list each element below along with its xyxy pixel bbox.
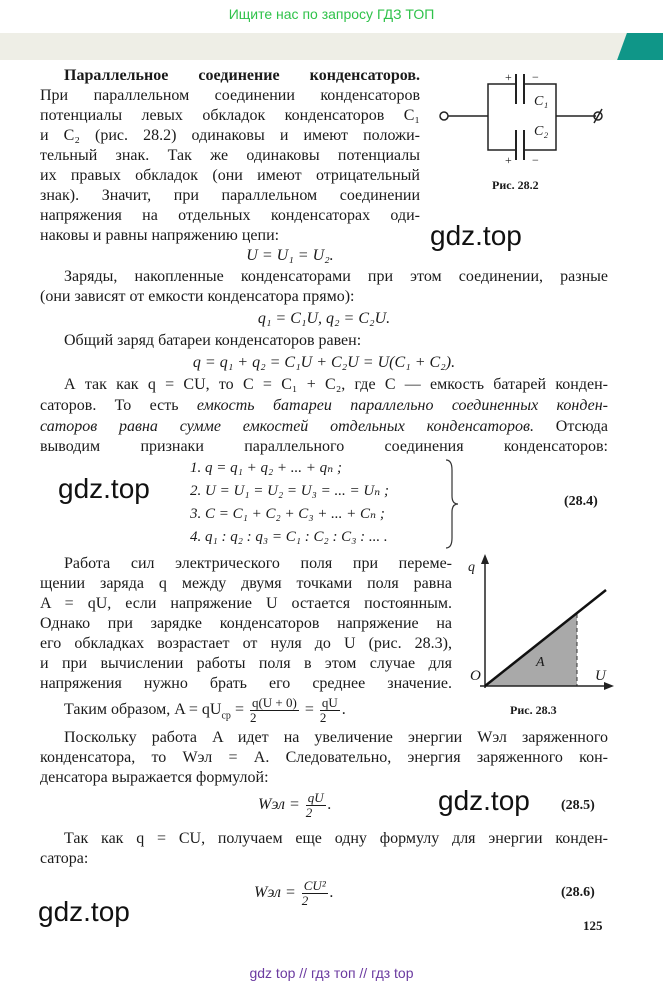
text-line: Общий заряд батареи конденсаторов равен: [64,332,362,349]
fraction [320,696,340,725]
c1-label: C₁ [534,94,549,109]
formula-lhs: Wэл = [258,796,300,813]
figure-caption: Рис. 28.2 [492,178,539,192]
axis-label-q: q [468,560,475,575]
right-brace-icon [442,458,462,550]
numerator: CU² [303,877,326,893]
origin-label: O [470,668,481,684]
text-line: и при вычислении работы поля в этом случае для [40,655,452,672]
fraction [302,879,328,908]
formula-total-charge: q = q₁ + q₂ = C₁U + C₂U = U(C₁ + C₂). [192,354,456,371]
text-line: (они зависят от емкости конденсатора прямо): [40,288,355,305]
numerator: qU [321,695,338,710]
search-hint-link[interactable]: Ищите нас по запросу ГДЗ ТОП [228,6,435,22]
formula-charges: q₁ = C₁U, q₂ = C₂U. [257,310,391,327]
text-line: Так как q = CU, получаем еще одну формулу для энергии конден- [64,830,608,847]
text-line: его обкладках возрастает от нуля до U (рис. 28.3), [40,635,452,652]
text-line: При параллельном соединении конденсаторов [40,87,420,104]
system-item: 2. U = U₁ = U₂ = U₃ = ... = Uₙ ; [190,483,389,499]
plus-sign: + [505,153,512,167]
system-item: 4. q₁ : q₂ : q₃ = C₁ : C₂ : C₃ : ... . [190,529,388,545]
text-line: напряжения на отдельных конденсаторах оди- [40,207,420,224]
text-line: выводим признаки параллельного соединения конденсаторов: [40,438,608,455]
denominator: 2 [305,804,313,820]
system-item: 3. C = C₁ + C₂ + C₃ + ... + Cₙ ; [190,506,385,522]
denominator: 2 [319,710,327,725]
text-line [40,396,608,416]
c2-label: C₂ [534,124,549,139]
text-line: конденсатора, то Wэл = A. Следовательно, энергия заряженного кон- [40,749,608,766]
numerator: qU [307,789,324,805]
text-line: Однако при зарядке конденсаторов напряжение на [40,615,452,632]
fraction [250,696,299,725]
area-label: A [536,655,545,670]
text-line: наковы и равны напряжению цепи: [40,227,280,244]
formula-voltage: U = U₁ = U₂. [246,247,334,264]
circuit-diagram [430,68,610,168]
footer-links[interactable]: gdz top // гдз топ // гдз top [249,965,414,981]
text-line [40,417,608,437]
axis-label-u: U [595,668,606,684]
watermark: gdz.top [438,785,530,816]
work-text: Таким образом, A = qU [64,701,222,719]
equation-number: (28.4) [564,494,598,509]
sub-avg: ср [221,710,231,722]
plus-sign: + [505,70,512,84]
text-line: Поскольку работа A идет на увеличение энергии Wэл заряженного [64,729,608,746]
denominator: 2 [301,892,309,908]
text-line: их правых обкладок (они имеют отрицательный [40,167,420,184]
text-line: щении заряда q между двумя точками поля равна [40,575,452,592]
formula-lhs: Wэл = [254,884,296,901]
denominator: 2 [249,710,257,725]
energy-formula-1: Wэл = $\frac{qU}{2}$ . [258,789,332,820]
watermark: gdz.top [38,896,130,927]
minus-sign: − [532,153,539,167]
text-italic: саторов равна сумме емкостей отдельных конденсаторов. [40,418,534,435]
text-line: Работа сил электрического поля при переме- [64,555,452,572]
text-line: A = qU, если напряжение U остается постоянным. [40,595,452,612]
text-line: А так как q = CU, то C = C₁ + C₂, где C — емкость батарей конден- [64,376,608,393]
watermark: gdz.top [430,220,522,251]
energy-formula-2: Wэл = $\frac{\text{CU²}}{2}$ . [254,877,334,908]
text-line: тельный знак. Так же одинаковы потенциалы [40,147,420,164]
text-line: сатора: [40,850,89,867]
page-number: 125 [583,918,603,933]
header-band [0,33,630,60]
fraction [306,791,326,820]
text-line: Заряды, накопленные конденсаторами при этом соединении, разные [64,268,608,285]
section-title: Параллельное соединение конденсаторов. [64,67,420,84]
equation-number: (28.6) [561,885,595,900]
text-italic: емкость батареи параллельно соединенных конден- [196,397,608,414]
text-plain: саторов. То есть [40,397,197,414]
minus-sign: − [532,70,539,84]
work-formula-line: Таким образом, $A = qU_{ср}$ = $\frac{q(U + 0)}{2}$ = $\frac{qU}{2}$ . [64,695,346,725]
figure-caption: Рис. 28.3 [510,703,557,717]
watermark: gdz.top [58,473,150,504]
system-item: 1. q = q₁ + q₂ + ... + qₙ ; [190,460,342,476]
text-line: напряжения нужно брать его среднее значение. [40,675,452,692]
numerator: q(U + 0) [251,695,297,710]
text-line: и C₂ (рис. 28.2) одинаковы и имеют положи- [40,127,420,144]
text-line: знак). Значит, при параллельном соединении [40,187,420,204]
text-plain: Отсюда [533,418,608,435]
equation-number: (28.5) [561,798,595,813]
text-line: денсатора выражается формулой: [40,769,269,786]
text-line: потенциалы левых обкладок конденсаторов C₁ [40,107,420,124]
